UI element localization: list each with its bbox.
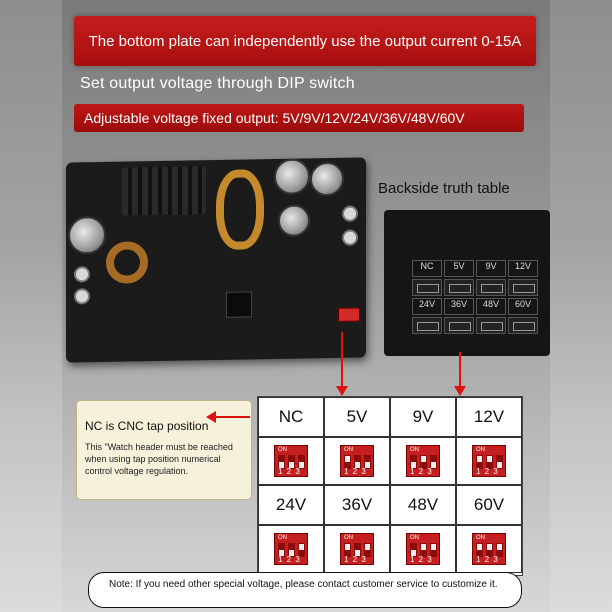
arrow-line: [341, 332, 343, 388]
truth-table-dip-cell: [390, 525, 456, 573]
dip-switch-icon: [472, 533, 506, 565]
note-title: NC is CNC tap position: [85, 419, 209, 433]
truth-table-dip-cell: [456, 525, 522, 573]
bs-dip: [412, 317, 442, 334]
backside-title: Backside truth table: [378, 180, 510, 197]
truth-table-voltage-label: 5V: [324, 397, 390, 437]
truth-table-voltage-label: 48V: [390, 485, 456, 525]
dip-on-label: ON: [278, 535, 287, 541]
dip-switch-icon: [406, 533, 440, 565]
inductor-coil: [216, 169, 264, 250]
banner-current: The bottom plate can independently use the output current 0-15A: [74, 16, 536, 66]
screw-terminal: [342, 230, 358, 246]
truth-table-dip-cell: [390, 437, 456, 485]
dip-switch-icon: [274, 445, 308, 477]
dip-on-label: ON: [344, 447, 353, 453]
dip-on-label: ON: [476, 535, 485, 541]
truth-table-voltage-label: 24V: [258, 485, 324, 525]
bs-label: 48V: [476, 298, 506, 315]
bs-label: NC: [412, 260, 442, 277]
dip-numbers: 1 2 3: [278, 555, 301, 564]
dip-switch-icon: [406, 445, 440, 477]
dip-on-label: ON: [278, 447, 287, 453]
truth-table: [257, 396, 523, 576]
controller-chip: [226, 291, 252, 317]
dip-numbers: 1 2 3: [344, 467, 367, 476]
arrow-down-icon: [454, 386, 466, 396]
capacitor: [310, 162, 344, 197]
bs-label: 9V: [476, 260, 506, 277]
dip-numbers: 1 2 3: [476, 467, 499, 476]
capacitor: [274, 158, 310, 195]
truth-table-dip-cell: [324, 437, 390, 485]
circuit-board-image: [66, 157, 366, 362]
bs-label: 60V: [508, 298, 538, 315]
truth-table-voltage-label: 36V: [324, 485, 390, 525]
bs-label: 12V: [508, 260, 538, 277]
truth-table-dip-cell: [258, 437, 324, 485]
capacitor: [68, 216, 106, 255]
truth-table-voltage-label: NC: [258, 397, 324, 437]
heading-dip: Set output voltage through DIP switch: [80, 75, 355, 92]
truth-table-voltage-label: 9V: [390, 397, 456, 437]
arrow-line: [212, 416, 250, 418]
arrow-down-icon: [336, 386, 348, 396]
bs-dip: [508, 279, 538, 296]
dip-on-label: ON: [476, 447, 485, 453]
dip-switch-icon: [274, 533, 308, 565]
truth-table-dip-cell: [258, 525, 324, 573]
bs-dip: [444, 317, 474, 334]
dip-numbers: 1 2 3: [410, 467, 433, 476]
bs-label: 5V: [444, 260, 474, 277]
screw-terminal: [74, 288, 90, 304]
heatsink: [122, 166, 206, 215]
footer-note: Note: If you need other special voltage, please contact customer service to customize it.: [88, 572, 522, 608]
dip-on-label: ON: [410, 535, 419, 541]
truth-table-dip-cell: [324, 525, 390, 573]
truth-table-dip-cell: [456, 437, 522, 485]
dip-switch-icon: [472, 445, 506, 477]
screw-terminal: [74, 266, 90, 282]
dip-numbers: 1 2 3: [410, 555, 433, 564]
dip-numbers: 1 2 3: [278, 467, 301, 476]
arrow-left-icon: [206, 411, 216, 423]
bs-dip: [476, 279, 506, 296]
arrow-line: [459, 352, 461, 388]
note-callout: [76, 400, 252, 500]
bs-dip: [444, 279, 474, 296]
truth-table-voltage-label: 12V: [456, 397, 522, 437]
screw-terminal: [342, 206, 358, 222]
bs-label: 36V: [444, 298, 474, 315]
dip-switch-icon: [340, 533, 374, 565]
bs-dip: [508, 317, 538, 334]
inductor-coil-small: [106, 241, 148, 284]
dip-on-label: ON: [344, 535, 353, 541]
dip-on-label: ON: [410, 447, 419, 453]
dip-numbers: 1 2 3: [476, 555, 499, 564]
dip-switch-on-board: [338, 307, 360, 321]
dip-switch-icon: [340, 445, 374, 477]
note-body: This "Watch header must be reached when using tap position numerical control voltage regulation.: [85, 442, 233, 476]
backside-board-image: [384, 210, 550, 356]
bs-label: 24V: [412, 298, 442, 315]
bs-dip: [412, 279, 442, 296]
backside-truth-table: [412, 260, 538, 334]
capacitor: [278, 204, 310, 237]
dip-numbers: 1 2 3: [344, 555, 367, 564]
truth-table-voltage-label: 60V: [456, 485, 522, 525]
bs-dip: [476, 317, 506, 334]
banner-voltage: Adjustable voltage fixed output: 5V/9V/12V/24V/36V/48V/60V: [74, 104, 524, 132]
